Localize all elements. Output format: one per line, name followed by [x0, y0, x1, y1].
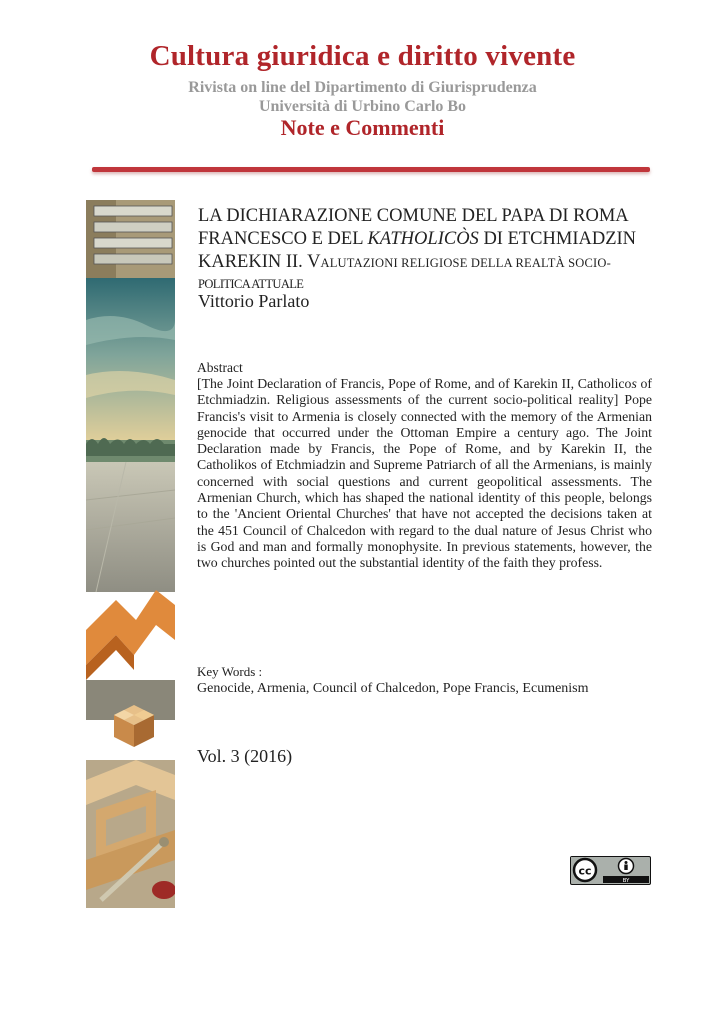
title-line-2-italic: KATHOLICÒS [367, 229, 479, 249]
title-line-1: LA DICHIARAZIONE COMUNE DEL PAPA DI ROMA [198, 206, 629, 226]
abstract-body-italic: s [631, 376, 637, 391]
abstract-label: Abstract [197, 360, 243, 375]
abstract-body-start: [The Joint Declaration of Francis, Pope of Rome, and of Karekin II, Catholico [197, 376, 632, 391]
creative-commons-icon [574, 859, 596, 881]
keywords-list: Genocide, Armenia, Council of Chalcedon, Pope Francis, Ecumenism [197, 681, 589, 696]
keywords-label: Key Words : [197, 664, 263, 679]
article-title [198, 205, 658, 294]
section-title: Note e Commenti [280, 115, 445, 140]
cover-illustration [86, 200, 175, 908]
abstract-body [197, 376, 652, 572]
title-line-2-end: DI ETCHMIADZIN [478, 229, 637, 249]
attribution-person-icon [619, 859, 634, 874]
cc-icon-text: cc [578, 864, 592, 878]
by-label: BY [622, 878, 630, 883]
title-line-2-start: FRANCESCO E DEL [198, 229, 368, 249]
title-line-2 [198, 228, 658, 251]
department-subtitle: Rivista on line del Dipartimento di Giurisprudenza [188, 79, 537, 96]
journal-title: Cultura giuridica e diritto vivente [149, 40, 576, 72]
title-line-3-start: KAREKIN II. V [198, 252, 321, 272]
title-line-3 [198, 251, 658, 275]
title-line-3-smallcaps: ALUTAZIONI RELIGIOSE DELLA REALTÀ SOCIO [320, 256, 607, 270]
cc-by-license-badge[interactable] [570, 856, 651, 885]
author-name: Vittorio Parlato [198, 291, 310, 311]
header-divider [92, 167, 650, 172]
abstract-body-rest: of Etchmiadzin. Religious assessments of the current socio-political reality] Pope Francis's visit to Armenia is closely connected with the memory of the Armenian genocide that occurred under the Ottoman Empire a century ago. The Joint Declaration made by Francis, the Pope of Rome, and by Karekin II, the Catholikos of Etchmiadzin and Supreme Patriarch of all the Armenians, is mainly concerned with social questions and current geopolitical assessments. The Armenian Church, which has shaped the national identity of this people, belongs to the 'Ancient Oriental Churches' that have not accepted the decisions taken at the 451 Council of Chalcedon with regard to the dual nature of Jesus Christ who is God and man and formally monophysite. In previous statements, however, the two churches pointed out the substantial identity of the faith they profess. [197, 376, 652, 571]
title-line-3-hyphen: - [606, 256, 612, 270]
university-subtitle: Università di Urbino Carlo Bo [258, 98, 467, 115]
volume-info: Vol. 3 (2016) [197, 746, 293, 766]
title-line-4: POLITICA ATTUALE [198, 277, 304, 291]
